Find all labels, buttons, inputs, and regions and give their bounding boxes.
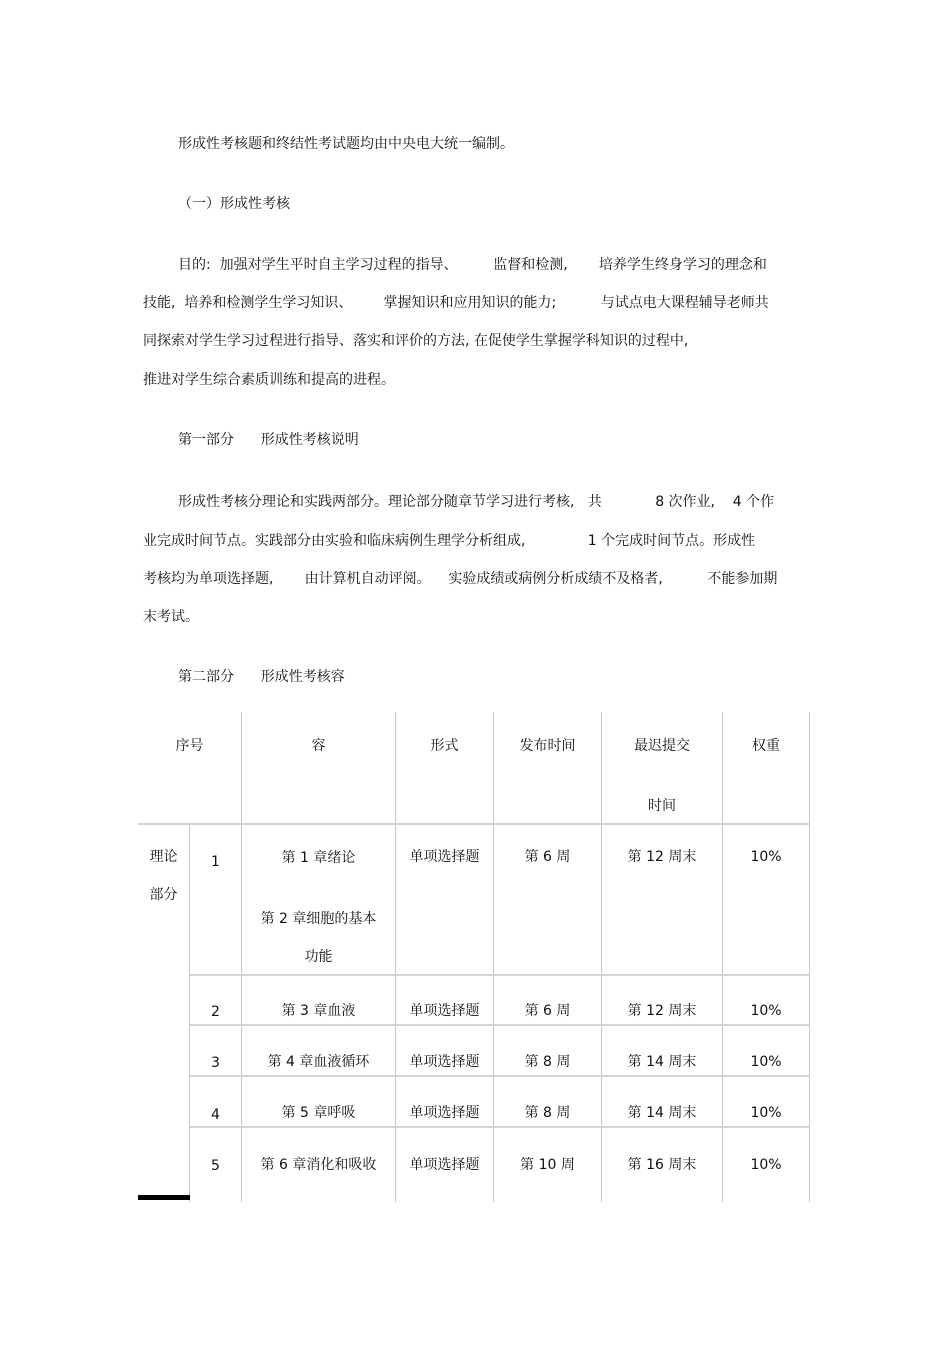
part1-line: 末考试。	[143, 609, 199, 625]
purpose-line: 技能, 培养和检测学生学习知识、 掌握知识和应用知识的能力; 与试点电大课程辅导老师共	[143, 295, 769, 311]
purpose-line: 目的: 加强对学生平时自主学习过程的指导、 监督和检测, 培养学生终身学习的理念和	[178, 257, 767, 273]
header-weight: 权重	[752, 738, 780, 754]
row-weight: 10%	[750, 1105, 782, 1121]
table-rule	[190, 1024, 810, 1026]
header-release: 发布时间	[519, 738, 576, 754]
row-content: 第 4 章血液循环	[267, 1054, 370, 1070]
part1-line: 业完成时间节点。实践部分由实验和临床病例生理学分析组成, 1 个完成时间节点。形成性	[143, 533, 756, 549]
part1-line: 考核均为单项选择题, 由计算机自动评阅。 实验成绩或病例分析成绩不及格者, 不能参加期	[143, 571, 778, 587]
table-rule	[190, 1075, 810, 1077]
row-content: 第 1 章绪论	[281, 850, 356, 866]
row-content: 第 5 章呼吸	[281, 1105, 356, 1121]
row-form: 单项选择题	[409, 1003, 480, 1019]
row-deadline: 第 16 周末	[627, 1157, 697, 1173]
table-rule	[190, 1126, 810, 1128]
row-weight: 10%	[750, 1157, 782, 1173]
header-content: 容	[311, 738, 326, 754]
row-number: 4	[211, 1107, 220, 1123]
row-release: 第 8 周	[524, 1105, 571, 1121]
row-form: 单项选择题	[409, 1054, 480, 1070]
row-number: 1	[211, 854, 220, 870]
table-divider	[395, 712, 396, 1202]
row-weight: 10%	[750, 1054, 782, 1070]
row-content: 第 2 章细胞的基本	[260, 911, 377, 927]
table-rule	[190, 974, 810, 976]
part1-line: 形成性考核分理论和实践两部分。理论部分随章节学习进行考核, 共 8 次作业, 4 个作	[178, 494, 775, 510]
row-release: 第 6 周	[524, 849, 571, 865]
table-rule-thick	[138, 1195, 190, 1200]
row-deadline: 第 12 周末	[627, 849, 697, 865]
row-content: 功能	[304, 949, 333, 965]
row-content: 第 6 章消化和吸收	[260, 1157, 377, 1173]
row-deadline: 第 14 周末	[627, 1054, 697, 1070]
row-weight: 10%	[750, 1003, 782, 1019]
row-deadline: 第 14 周末	[627, 1105, 697, 1121]
intro-paragraph: 形成性考核题和终结性考试题均由中央电大统一编制。	[178, 136, 514, 152]
table-rule	[138, 823, 810, 825]
table-divider	[493, 712, 494, 1202]
row-release: 第 10 周	[520, 1157, 575, 1173]
header-deadline: 最迟提交	[634, 738, 690, 754]
table-divider	[809, 712, 810, 1202]
header-deadline-cont: 时间	[648, 798, 676, 814]
header-seq: 序号	[175, 738, 204, 754]
group-label-cont: 部分	[149, 887, 178, 903]
row-form: 单项选择题	[409, 1157, 480, 1173]
row-number: 3	[211, 1055, 220, 1071]
row-release: 第 6 周	[524, 1003, 571, 1019]
row-number: 5	[211, 1158, 220, 1174]
table-divider	[722, 712, 723, 1202]
row-release: 第 8 周	[524, 1054, 571, 1070]
row-number: 2	[211, 1004, 220, 1020]
group-label: 理论	[149, 849, 178, 865]
row-deadline: 第 12 周末	[627, 1003, 697, 1019]
section-heading: （一）形成性考核	[178, 196, 290, 212]
row-form: 单项选择题	[409, 849, 480, 865]
purpose-line: 同探索对学生学习过程进行指导、落实和评价的方法, 在促使学生掌握学科知识的过程中,	[143, 333, 689, 349]
row-content: 第 3 章血液	[281, 1003, 356, 1019]
part2-heading: 第二部分 形成性考核容	[178, 669, 345, 685]
header-form: 形式	[430, 738, 459, 754]
table-divider	[601, 712, 602, 1202]
row-weight: 10%	[750, 849, 782, 865]
row-form: 单项选择题	[409, 1105, 480, 1121]
part1-heading: 第一部分 形成性考核说明	[178, 432, 359, 448]
purpose-line: 推进对学生综合素质训练和提高的进程。	[143, 372, 395, 388]
